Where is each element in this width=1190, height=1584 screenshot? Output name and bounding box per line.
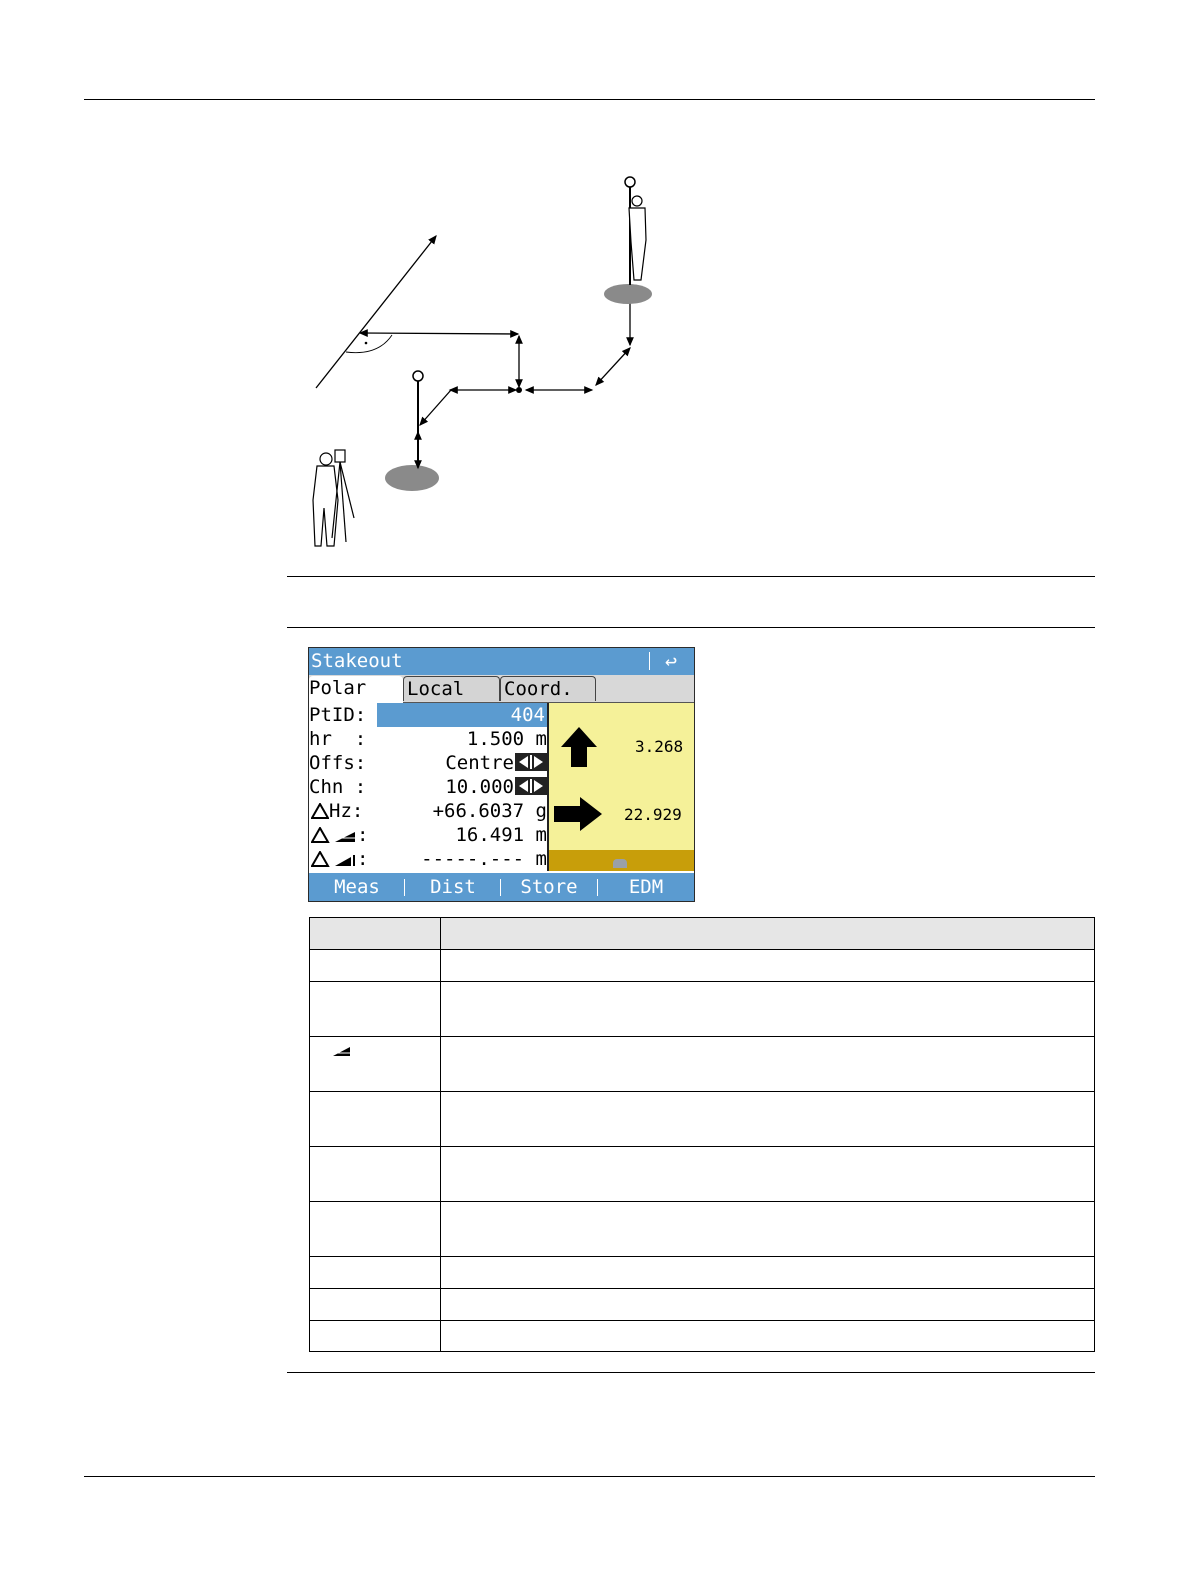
field-label: hr : xyxy=(309,728,367,750)
tab-bar xyxy=(309,675,694,703)
section-rule xyxy=(287,627,1095,628)
delta-distance-label: : xyxy=(357,824,369,846)
ground-patch-left xyxy=(385,465,439,491)
title-separator xyxy=(649,652,650,670)
forward-value: 3.268 xyxy=(635,737,684,756)
table-row xyxy=(310,1202,1095,1257)
hr-input[interactable]: 1.500 m xyxy=(466,728,547,750)
table-header-row xyxy=(310,918,1095,950)
field-delta-height xyxy=(309,847,547,871)
table-row xyxy=(310,950,1095,982)
screen-title: Stakeout xyxy=(311,650,403,672)
field-hr[interactable] xyxy=(309,727,547,751)
section-rule xyxy=(287,1372,1095,1373)
meas-button[interactable]: Meas xyxy=(334,876,380,898)
chn-value: 10.000 xyxy=(445,776,514,798)
table-header-cell xyxy=(310,918,441,950)
table-row xyxy=(310,1289,1095,1321)
footer-rule xyxy=(84,1476,1095,1477)
section-rule xyxy=(287,576,1095,577)
return-arrow-icon[interactable]: ↩ xyxy=(665,649,678,673)
delta-horizontal-distance-icon xyxy=(311,827,357,843)
reference-line xyxy=(316,236,436,388)
field-description-table xyxy=(309,917,1095,1352)
rodman-figure xyxy=(629,196,646,280)
arrow-up-icon xyxy=(559,725,599,769)
table-row xyxy=(310,1037,1095,1092)
delta-icon xyxy=(311,803,329,819)
delta-height-value: -----.--- m xyxy=(421,848,547,870)
field-delta-distance xyxy=(309,823,547,847)
title-bar xyxy=(309,648,694,675)
stakeout-screen xyxy=(308,647,695,902)
left-right-arrows-icon[interactable] xyxy=(515,753,547,771)
field-label: PtID: xyxy=(309,704,367,726)
field-chn[interactable] xyxy=(309,775,547,799)
arrow-right-icon xyxy=(552,796,604,832)
field-label: Offs: xyxy=(309,752,367,774)
field-offs[interactable] xyxy=(309,751,547,775)
delta-distance-value: 16.491 m xyxy=(455,824,547,846)
header-rule xyxy=(84,99,1095,100)
surveyor-figure xyxy=(313,450,354,546)
table-row xyxy=(310,1092,1095,1147)
edm-button[interactable]: EDM xyxy=(628,876,664,898)
offs-value: Centre xyxy=(445,752,514,774)
chn-selector[interactable] xyxy=(445,775,547,799)
offs-selector[interactable] xyxy=(445,751,547,775)
table-row xyxy=(310,982,1095,1037)
delta-hz-value: +66.6037 g xyxy=(432,800,547,822)
dist-button[interactable]: Dist xyxy=(430,876,476,898)
table-row xyxy=(310,1321,1095,1352)
field-label xyxy=(309,823,368,847)
table-row xyxy=(310,1147,1095,1202)
horizontal-distance-icon xyxy=(332,1044,352,1058)
field-label xyxy=(309,847,368,871)
field-label xyxy=(309,799,363,823)
stakeout-graphic xyxy=(547,703,695,871)
instrument-icon xyxy=(613,859,627,868)
delta-height-label: : xyxy=(357,848,369,870)
perpendicular-line xyxy=(360,333,518,334)
tab-coord[interactable]: Coord. xyxy=(500,676,596,701)
ptid-input[interactable]: 404 xyxy=(377,703,547,727)
table-header-cell xyxy=(441,918,1095,950)
delta-height-icon xyxy=(311,851,357,867)
table-row xyxy=(310,1257,1095,1289)
tab-local[interactable]: Local xyxy=(403,676,500,701)
field-delta-hz xyxy=(309,799,547,823)
field-label: Chn : xyxy=(309,776,367,798)
field-ptid[interactable] xyxy=(309,703,547,727)
softkey-bar xyxy=(309,873,694,901)
delta-hz-label: Hz: xyxy=(329,800,364,822)
ground-patch-right xyxy=(604,284,652,304)
left-right-arrows-icon[interactable] xyxy=(515,777,547,795)
right-angle-arc xyxy=(346,335,392,353)
graphic-status-bar xyxy=(549,850,695,871)
store-button[interactable]: Store xyxy=(520,876,578,898)
stakeout-illustration xyxy=(300,170,680,560)
right-value: 22.929 xyxy=(624,805,682,824)
tab-polar[interactable]: Polar xyxy=(309,676,403,703)
